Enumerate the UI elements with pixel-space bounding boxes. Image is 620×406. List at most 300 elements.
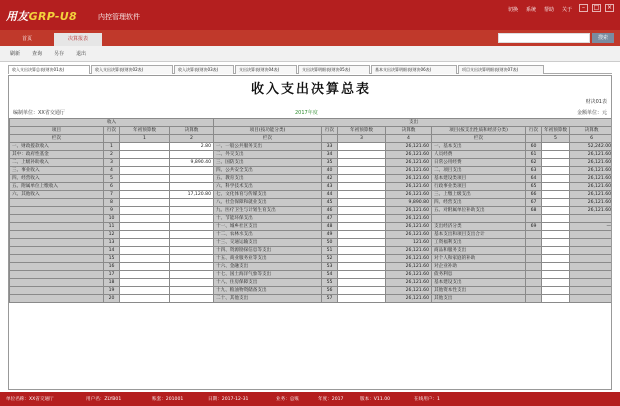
table-row	[10, 295, 613, 303]
income-final-cell[interactable]	[170, 223, 214, 231]
table-row	[10, 255, 613, 263]
income-final-cell[interactable]	[170, 167, 214, 175]
status-year: 年度：2017	[318, 397, 344, 402]
header-final: 决算数	[570, 127, 612, 135]
income-item-cell	[10, 295, 104, 303]
func-budget-cell[interactable]	[338, 143, 386, 151]
app-name: 内控管理软件	[98, 13, 140, 21]
income-row-cell: 18	[104, 279, 120, 287]
func-budget-cell[interactable]	[338, 231, 386, 239]
func-item-cell: 十五、商业服务业等支出	[214, 255, 322, 263]
column-label: 栏次	[432, 135, 526, 143]
income-final-cell[interactable]	[170, 287, 214, 295]
econ-final-cell	[570, 279, 612, 287]
income-final-cell[interactable]	[170, 231, 214, 239]
header-budget: 年初预算数	[542, 127, 570, 135]
income-row-cell: 13	[104, 239, 120, 247]
econ-item-cell: 基本建设类项目	[432, 175, 526, 183]
func-row-cell: 49	[322, 231, 338, 239]
func-item-cell: 十四、资源勘探信息等支出	[214, 247, 322, 255]
income-row-cell: 4	[104, 167, 120, 175]
section-income: 收入	[10, 119, 214, 127]
econ-final-cell: 26,121.60	[570, 159, 612, 167]
econ-row-cell	[526, 279, 542, 287]
econ-budget-cell[interactable]	[542, 159, 570, 167]
func-budget-cell[interactable]	[338, 175, 386, 183]
func-final-cell: 26,121.60	[386, 151, 432, 159]
header-budget: 年初预算数	[338, 127, 386, 135]
econ-budget-cell[interactable]	[542, 247, 570, 255]
econ-budget-cell[interactable]	[542, 231, 570, 239]
section-expense: 支出	[214, 119, 612, 127]
econ-final-cell: 52,242.00	[570, 143, 612, 151]
func-final-cell: 26,121.60	[386, 143, 432, 151]
func-budget-cell[interactable]	[338, 199, 386, 207]
econ-budget-cell[interactable]	[542, 287, 570, 295]
func-final-cell: 26,121.60	[386, 247, 432, 255]
econ-row-cell: 61	[526, 151, 542, 159]
income-budget-cell[interactable]	[120, 183, 170, 191]
econ-row-cell	[526, 295, 542, 303]
about-link[interactable]: 关于	[561, 7, 572, 13]
econ-final-cell: 26,121.60	[570, 167, 612, 175]
switch-link[interactable]: 切换	[507, 7, 518, 13]
report-tab-02[interactable]: 收入支出决算表(财决02表)	[91, 65, 173, 74]
header-budget: 年初预算数	[120, 127, 170, 135]
header-row-no: 行次	[526, 127, 542, 135]
func-final-cell: 26,121.60	[386, 167, 432, 175]
func-budget-cell[interactable]	[338, 191, 386, 199]
econ-final-cell	[570, 247, 612, 255]
income-item-cell: 其中：政府性基金	[10, 151, 104, 159]
income-budget-cell[interactable]	[120, 287, 170, 295]
func-item-cell: 三、国防支出	[214, 159, 322, 167]
func-item-cell: 四、公共安全支出	[214, 167, 322, 175]
income-row-cell: 17	[104, 271, 120, 279]
income-item-cell	[10, 255, 104, 263]
income-budget-cell[interactable]	[120, 143, 170, 151]
income-budget-cell[interactable]	[120, 199, 170, 207]
income-item-cell	[10, 231, 104, 239]
table-row	[10, 287, 613, 295]
func-budget-cell[interactable]	[338, 295, 386, 303]
income-item-cell	[10, 287, 104, 295]
econ-item-cell: 工资福利支出	[432, 239, 526, 247]
income-final-cell[interactable]	[170, 255, 214, 263]
income-budget-cell[interactable]	[120, 151, 170, 159]
func-item-cell: 十七、国土海洋气象等支出	[214, 271, 322, 279]
income-row-cell: 20	[104, 295, 120, 303]
column-number: 6	[570, 135, 612, 143]
table-row	[10, 223, 613, 231]
income-row-cell: 14	[104, 247, 120, 255]
save-as-button[interactable]: 另存	[54, 51, 65, 57]
income-final-cell[interactable]	[170, 199, 214, 207]
column-number-row	[10, 135, 613, 143]
income-final-cell[interactable]	[170, 263, 214, 271]
econ-budget-cell[interactable]	[542, 295, 570, 303]
func-row-cell: 44	[322, 191, 338, 199]
func-row-cell: 50	[322, 239, 338, 247]
report-tab-06[interactable]: 基本支出决算明细表(财决06表)	[371, 65, 457, 74]
func-item-cell: 一、一般公共服务支出	[214, 143, 322, 151]
econ-item-cell	[432, 215, 526, 223]
report-sheet	[8, 75, 612, 390]
econ-item-cell: 一、基本支出	[432, 143, 526, 151]
func-item-cell: 二、外交支出	[214, 151, 322, 159]
income-item-cell: 一、财政拨款收入	[10, 143, 104, 151]
econ-final-cell	[570, 263, 612, 271]
app-logo: 用友GRP-U8	[6, 10, 77, 23]
income-item-cell: 五、附属单位上缴收入	[10, 183, 104, 191]
help-link[interactable]: 帮助	[543, 7, 554, 13]
header-row-no: 行次	[322, 127, 338, 135]
econ-row-cell: 66	[526, 191, 542, 199]
econ-budget-cell[interactable]	[542, 167, 570, 175]
func-final-cell: 26,121.60	[386, 255, 432, 263]
income-budget-cell[interactable]	[120, 207, 170, 215]
minimize-icon[interactable]: –	[579, 4, 588, 12]
table-row	[10, 183, 613, 191]
econ-budget-cell[interactable]	[542, 255, 570, 263]
econ-item-cell: 五、对附属单位补助支出	[432, 207, 526, 215]
func-row-cell: 52	[322, 255, 338, 263]
func-final-cell: 26,121.60	[386, 279, 432, 287]
income-item-cell	[10, 247, 104, 255]
column-blank	[322, 135, 338, 143]
func-budget-cell[interactable]	[338, 223, 386, 231]
refresh-button[interactable]: 刷新	[10, 51, 21, 57]
econ-budget-cell[interactable]	[542, 191, 570, 199]
func-budget-cell[interactable]	[338, 263, 386, 271]
income-final-cell[interactable]	[170, 271, 214, 279]
income-row-cell: 7	[104, 191, 120, 199]
econ-final-cell	[570, 271, 612, 279]
econ-item-cell: 支出经济分类	[432, 223, 526, 231]
income-final-cell[interactable]	[170, 279, 214, 287]
table-row	[10, 279, 613, 287]
report-tab-07[interactable]: 项目支出决算明细表(财决07表)	[458, 65, 544, 74]
econ-budget-cell[interactable]	[542, 271, 570, 279]
econ-item-cell: 三、上缴上级支出	[432, 191, 526, 199]
income-final-cell[interactable]	[170, 239, 214, 247]
func-budget-cell[interactable]	[338, 247, 386, 255]
query-button[interactable]: 查询	[32, 51, 43, 57]
func-budget-cell[interactable]	[338, 167, 386, 175]
func-item-cell: 十六、金融支出	[214, 263, 322, 271]
income-budget-cell[interactable]	[120, 279, 170, 287]
econ-budget-cell[interactable]	[542, 207, 570, 215]
func-budget-cell[interactable]	[338, 159, 386, 167]
income-budget-cell[interactable]	[120, 295, 170, 303]
close-icon[interactable]: ×	[606, 4, 613, 11]
econ-row-cell: 67	[526, 199, 542, 207]
econ-budget-cell[interactable]	[542, 183, 570, 191]
column-label: 栏次	[214, 135, 322, 143]
econ-item-cell: 商品和服务支出	[432, 247, 526, 255]
income-final-cell[interactable]: 9,890.40	[170, 159, 214, 167]
func-item-cell: 十九、粮油物资储备支出	[214, 287, 322, 295]
econ-row-cell	[526, 287, 542, 295]
func-budget-cell[interactable]	[338, 279, 386, 287]
econ-row-cell	[526, 231, 542, 239]
income-budget-cell[interactable]	[120, 239, 170, 247]
income-item-cell: 四、经营收入	[10, 175, 104, 183]
income-final-cell[interactable]	[170, 295, 214, 303]
main-nav	[0, 30, 620, 46]
table-row	[10, 239, 613, 247]
report-tab-04[interactable]: 支出决算表(财决04表)	[235, 65, 297, 74]
income-final-cell[interactable]	[170, 183, 214, 191]
income-row-cell: 10	[104, 215, 120, 223]
func-row-cell: 47	[322, 215, 338, 223]
econ-item-cell: 基本支出和项目支出合计	[432, 231, 526, 239]
income-row-cell: 3	[104, 159, 120, 167]
func-final-cell: 26,121.60	[386, 271, 432, 279]
econ-row-cell	[526, 247, 542, 255]
table-row	[10, 159, 613, 167]
column-blank	[526, 135, 542, 143]
status-module: 业务：总账	[276, 397, 299, 402]
econ-budget-cell[interactable]	[542, 215, 570, 223]
income-row-cell: 15	[104, 255, 120, 263]
func-row-cell: 33	[322, 143, 338, 151]
toolbar	[0, 46, 620, 62]
income-item-cell	[10, 215, 104, 223]
status-version: 版本：V11.00	[360, 397, 391, 402]
income-item-cell	[10, 279, 104, 287]
econ-final-cell	[570, 231, 612, 239]
table-row	[10, 247, 613, 255]
econ-final-cell: 26,121.60	[570, 207, 612, 215]
func-final-cell: 26,121.60	[386, 215, 432, 223]
status-bar	[0, 392, 620, 406]
income-budget-cell[interactable]	[120, 231, 170, 239]
econ-final-cell	[570, 239, 612, 247]
func-item-cell: 九、医疗卫生与计划生育支出	[214, 207, 322, 215]
table-row	[10, 191, 613, 199]
econ-budget-cell[interactable]	[542, 263, 570, 271]
func-row-cell: 35	[322, 159, 338, 167]
func-final-cell: 26,121.60	[386, 191, 432, 199]
econ-item-cell: 对企业补助	[432, 263, 526, 271]
func-final-cell: 9,890.80	[386, 199, 432, 207]
income-item-cell: 三、事业收入	[10, 167, 104, 175]
table-row	[10, 143, 613, 151]
report-table	[9, 118, 612, 303]
func-row-cell: 48	[322, 223, 338, 231]
income-row-cell: 1	[104, 143, 120, 151]
header-final: 决算数	[386, 127, 432, 135]
income-row-cell: 5	[104, 175, 120, 183]
income-final-cell[interactable]: 17,120.80	[170, 191, 214, 199]
func-budget-cell[interactable]	[338, 255, 386, 263]
econ-item-cell: 基本建设支出	[432, 279, 526, 287]
econ-item-cell: 四、经营支出	[432, 199, 526, 207]
func-row-cell: 45	[322, 199, 338, 207]
econ-final-cell: 26,121.60	[570, 191, 612, 199]
func-final-cell: 26,121.60	[386, 223, 432, 231]
income-row-cell: 9	[104, 207, 120, 215]
section-header-row	[10, 119, 613, 127]
func-row-cell: 56	[322, 287, 338, 295]
header-row-no: 行次	[104, 127, 120, 135]
econ-row-cell: 63	[526, 167, 542, 175]
func-final-cell: 26,121.60	[386, 263, 432, 271]
column-header-row	[10, 127, 613, 135]
report-year: 2017年度	[295, 110, 318, 116]
form-code: 财决01表	[585, 99, 607, 105]
income-item-cell	[10, 199, 104, 207]
econ-item-cell: 行政事业类项目	[432, 183, 526, 191]
header-final: 决算数	[170, 127, 214, 135]
econ-row-cell	[526, 255, 542, 263]
func-budget-cell[interactable]	[338, 239, 386, 247]
tab-final-report[interactable]: 决算报表	[54, 33, 102, 46]
func-budget-cell[interactable]	[338, 151, 386, 159]
income-final-cell[interactable]	[170, 151, 214, 159]
status-online: 在线用户：1	[414, 397, 440, 402]
report-tabs	[8, 64, 612, 74]
table-row	[10, 199, 613, 207]
econ-row-cell	[526, 215, 542, 223]
func-budget-cell[interactable]	[338, 183, 386, 191]
unit-label: 编制单位：XX省交通厅	[13, 110, 65, 116]
table-row	[10, 207, 613, 215]
income-budget-cell[interactable]	[120, 191, 170, 199]
econ-budget-cell[interactable]	[542, 279, 570, 287]
column-number: 5	[542, 135, 570, 143]
income-row-cell: 12	[104, 231, 120, 239]
econ-item-cell: 其他资本性支出	[432, 287, 526, 295]
econ-budget-cell[interactable]	[542, 223, 570, 231]
column-number: 2	[170, 135, 214, 143]
income-item-cell: 二、上级补助收入	[10, 159, 104, 167]
func-row-cell: 57	[322, 295, 338, 303]
status-date: 日期：2017-12-31	[208, 397, 249, 402]
econ-budget-cell[interactable]	[542, 239, 570, 247]
system-link[interactable]: 系统	[525, 7, 536, 13]
econ-budget-cell[interactable]	[542, 199, 570, 207]
income-final-cell[interactable]	[170, 175, 214, 183]
tab-home[interactable]: 首页	[22, 36, 33, 42]
econ-budget-cell[interactable]	[542, 175, 570, 183]
func-final-cell: 26,121.60	[386, 207, 432, 215]
table-row	[10, 151, 613, 159]
func-final-cell: 26,121.60	[386, 295, 432, 303]
table-row	[10, 175, 613, 183]
income-budget-cell[interactable]	[120, 255, 170, 263]
search-input[interactable]	[498, 33, 590, 43]
func-budget-cell[interactable]	[338, 215, 386, 223]
title-bar	[0, 0, 620, 30]
income-budget-cell[interactable]	[120, 247, 170, 255]
income-final-cell[interactable]	[170, 247, 214, 255]
func-row-cell: 51	[322, 247, 338, 255]
func-budget-cell[interactable]	[338, 287, 386, 295]
econ-final-cell: —	[570, 223, 612, 231]
income-budget-cell[interactable]	[120, 215, 170, 223]
func-item-cell: 十二、农林水支出	[214, 231, 322, 239]
search-button[interactable]: 搜索	[592, 33, 614, 43]
income-final-cell[interactable]	[170, 207, 214, 215]
func-item-cell: 六、科学技术支出	[214, 183, 322, 191]
income-budget-cell[interactable]	[120, 263, 170, 271]
econ-final-cell: 26,121.60	[570, 183, 612, 191]
column-label: 栏次	[10, 135, 104, 143]
income-item-cell	[10, 223, 104, 231]
func-item-cell: 十三、交通运输支出	[214, 239, 322, 247]
income-item-cell	[10, 263, 104, 271]
status-account: 账套：201001	[152, 397, 184, 402]
econ-item-cell: 对个人和家庭的补助	[432, 255, 526, 263]
income-budget-cell[interactable]	[120, 175, 170, 183]
income-budget-cell[interactable]	[120, 167, 170, 175]
func-row-cell: 55	[322, 279, 338, 287]
func-item-cell: 八、社会保障和就业支出	[214, 199, 322, 207]
econ-row-cell: 69	[526, 223, 542, 231]
exit-button[interactable]: 退出	[76, 51, 87, 57]
report-title: 收入支出决算总表	[250, 82, 371, 97]
func-final-cell: 121.60	[386, 239, 432, 247]
func-item-cell: 五、教育支出	[214, 175, 322, 183]
econ-final-cell: 26,121.60	[570, 151, 612, 159]
econ-row-cell: 64	[526, 175, 542, 183]
econ-row-cell: 60	[526, 143, 542, 151]
header-func-item: 项目(按功能分类)	[214, 127, 322, 135]
func-item-cell: 二十、其他支出	[214, 295, 322, 303]
income-budget-cell[interactable]	[120, 159, 170, 167]
econ-final-cell	[570, 287, 612, 295]
econ-final-cell	[570, 295, 612, 303]
func-budget-cell[interactable]	[338, 271, 386, 279]
report-tab-01[interactable]: 收入支出决算总表(财决01表)	[8, 65, 90, 74]
report-tab-05[interactable]: 支出决算明细表(财决05表)	[298, 65, 370, 74]
func-final-cell: 26,121.60	[386, 159, 432, 167]
econ-item-cell: 日常公用经费	[432, 159, 526, 167]
econ-item-cell: 债务利息	[432, 271, 526, 279]
econ-row-cell	[526, 271, 542, 279]
econ-row-cell: 68	[526, 207, 542, 215]
maximize-icon[interactable]: □	[593, 4, 600, 11]
income-final-cell[interactable]	[170, 215, 214, 223]
currency-unit: 金额单位：元	[576, 110, 607, 116]
status-user: 用户名：ZLYB01	[86, 397, 122, 402]
econ-row-cell: 65	[526, 183, 542, 191]
func-row-cell: 40	[322, 167, 338, 175]
func-row-cell: 42	[322, 175, 338, 183]
header-item: 项目	[10, 127, 104, 135]
econ-budget-cell[interactable]	[542, 143, 570, 151]
econ-final-cell: 26,121.60	[570, 175, 612, 183]
table-row	[10, 215, 613, 223]
income-budget-cell[interactable]	[120, 223, 170, 231]
income-item-cell	[10, 271, 104, 279]
func-row-cell: 54	[322, 271, 338, 279]
income-budget-cell[interactable]	[120, 271, 170, 279]
func-budget-cell[interactable]	[338, 207, 386, 215]
income-row-cell: 19	[104, 287, 120, 295]
window-controls	[579, 4, 614, 12]
econ-final-cell: 26,121.60	[570, 199, 612, 207]
econ-budget-cell[interactable]	[542, 151, 570, 159]
table-row	[10, 167, 613, 175]
income-final-cell[interactable]: 2.80	[170, 143, 214, 151]
report-tab-03[interactable]: 收入决算表(财决03表)	[174, 65, 234, 74]
income-item-cell	[10, 207, 104, 215]
table-row	[10, 271, 613, 279]
econ-final-cell	[570, 215, 612, 223]
